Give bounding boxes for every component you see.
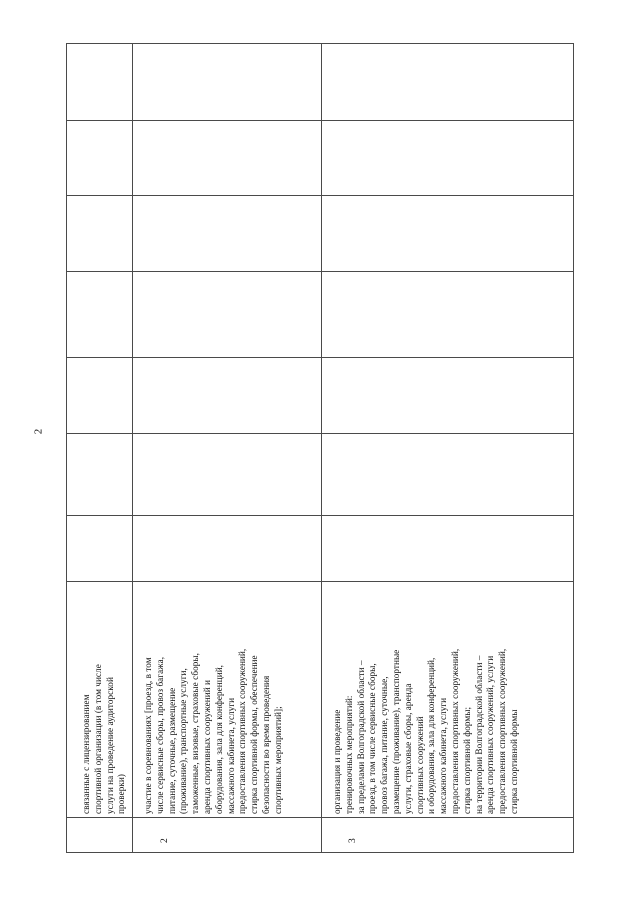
column-border <box>66 43 574 44</box>
row-border <box>132 43 133 853</box>
column-border <box>66 357 574 358</box>
row-2-number: 2 <box>160 838 170 843</box>
row-border <box>321 43 322 853</box>
column-border <box>66 515 574 516</box>
row-1-description: связанные с лицензированием спортивной организации (в том числе услуги на проведение аудиторской проверки) <box>81 664 127 814</box>
row-2-description: участие в соревнованиях [проезд, в том числе сервисные сборы, провоз багажа, питание, суточные, размещение (проживание), транспортные услуги, таможенные, визовые, страховые сборы, аренда спортивных сооружений и оборудования, зала для конференций, массажного кабинета, услуги предоставления спортивных сооружений, стирка спортивной формы, обеспечение безопасности во время проведения спортивных мероприятий]; <box>143 648 283 814</box>
column-border <box>66 120 574 121</box>
column-border <box>66 581 574 582</box>
page-number: 2 <box>32 428 45 435</box>
row-border <box>573 43 574 853</box>
column-border <box>66 817 574 818</box>
column-border <box>66 433 574 434</box>
row-border <box>66 43 67 853</box>
column-border <box>66 271 574 272</box>
row-3-number: 3 <box>348 838 358 843</box>
column-border <box>66 852 574 853</box>
budget-items-table <box>66 43 574 853</box>
column-border <box>66 195 574 196</box>
row-3-description: организация и проведение тренировочных мероприятий: за пределами Волгоградской области – проезд, в том числе сервисные сборы, провоз багажа, питание, суточные, размещение (проживание), транспортные услуги, страховые сборы, аренда спортивных сооружений и оборудования, зала для конференций, массажного кабинета, услуги предоставления спортивных сооружений, стирка спортивной формы; на территории Волгоградской области – аренда спортивных сооружений, услуги предоставления спортивных сооружений, стирка спортивной формы <box>332 648 519 814</box>
